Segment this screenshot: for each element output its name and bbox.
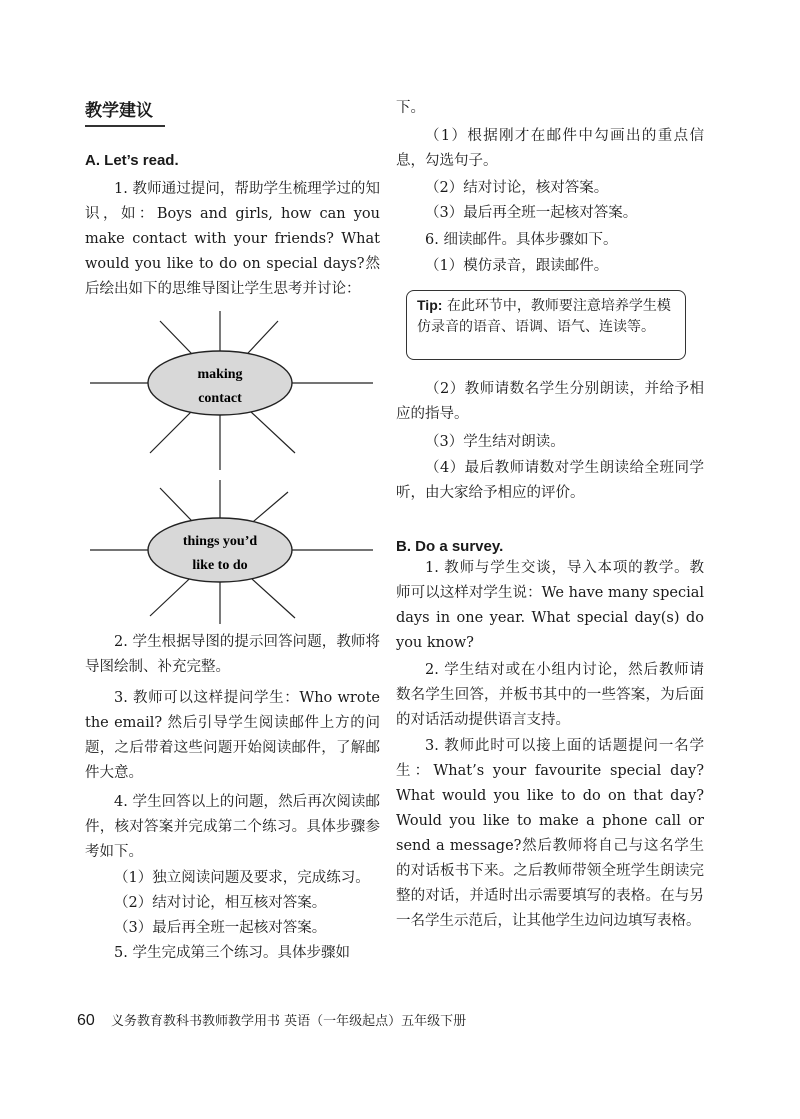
step-6-2: （2）教师请数名学生分别朗读，并给予相应的指导。 — [396, 381, 704, 422]
mindmap1-label-line1: making — [197, 367, 243, 382]
page-number: 60 — [77, 1012, 95, 1029]
mindmap-making-contact — [90, 308, 375, 473]
paragraph-a4: 4. 学生回答以上的问题，然后再次阅读邮件，核对答案并完成第二个练习。具体步骤参考如下。 — [85, 794, 380, 860]
paragraph-a1: 1. 教师通过提问，帮助学生梳理学过的知识，如：Boys and girls, how can you make contact with your friends? What would you like to do on special days?然后绘出如下的思维导图让学生思考并讨论： — [85, 181, 380, 297]
step-5-2: （2）结对讨论，核对答案。 — [425, 180, 609, 196]
tip-box — [406, 290, 686, 360]
mindmap2-label-line2: like to do — [192, 558, 248, 573]
mindmap-things-youd-like-to-do — [90, 478, 375, 628]
tip-text: 在此环节中，教师要注意培养学生模仿录音的语音、语调、语气、连读等。 — [417, 298, 671, 335]
paragraph-a3: 3. 教师可以这样提问学生：Who wrote the email? 然后引导学生阅读邮件上方的问题，之后带着这些问题开始阅读邮件，了解邮件大意。 — [85, 690, 380, 781]
tip-label: Tip: — [417, 297, 443, 313]
mindmap1-label-line2: contact — [198, 391, 242, 406]
step-6-4: （4）最后教师请数对学生朗读给全班同学听，由大家给予相应的评价。 — [396, 460, 704, 501]
step-a4-2: （2）结对讨论，相互核对答案。 — [114, 895, 327, 911]
paragraph-b3: 3. 教师此时可以接上面的话题提问一名学生：What’s your favourite special day? What would you like to do on that day? Would you like to make a phone call or send a message?然后教师将自己与这名学生的对话板书下来。之后教师带领全班学生朗读完整的对话，并适时出示需要填写的表格。在与另一名学生示范后，让其他学生边问边填写表格。 — [396, 738, 704, 929]
section-title: 教学建议 — [85, 96, 165, 127]
step-6-3: （3）学生结对朗读。 — [425, 434, 565, 450]
page-footer — [77, 1010, 466, 1030]
heading-b: B. Do a survey. — [396, 538, 504, 555]
paragraph-a5: 5. 学生完成第三个练习。具体步骤如 — [114, 945, 350, 961]
paragraph-6: 6. 细读邮件。具体步骤如下。 — [425, 232, 618, 248]
mindmap2-label-line1: things you’d — [182, 534, 258, 549]
paragraph-b2: 2. 学生结对或在小组内讨论，然后教师请数名学生回答，并板书其中的一些答案，为后面的对话活动提供语言支持。 — [396, 662, 704, 728]
step-5-1: （1）根据刚才在邮件中勾画出的重点信息，勾选句子。 — [396, 128, 704, 169]
book-title: 义务教育教科书教师教学用书 英语（一年级起点）五年级下册 — [110, 1014, 467, 1029]
step-a4-1: （1）独立阅读问题及要求，完成练习。 — [114, 870, 370, 886]
step-5-3: （3）最后再全班一起核对答案。 — [425, 205, 638, 221]
step-a4-3: （3）最后再全班一起核对答案。 — [114, 920, 327, 936]
continuation-text: 下。 — [396, 100, 425, 116]
heading-a: A. Let’s read. — [85, 152, 179, 169]
paragraph-a2: 2. 学生根据导图的提示回答问题，教师将导图绘制、补充完整。 — [85, 634, 380, 675]
step-6-1: （1）模仿录音，跟读邮件。 — [425, 258, 609, 274]
paragraph-b1: 1. 教师与学生交谈，导入本项的教学。教师可以这样对学生说：We have many special days in one year. What special day(s) do you know? — [396, 560, 704, 651]
